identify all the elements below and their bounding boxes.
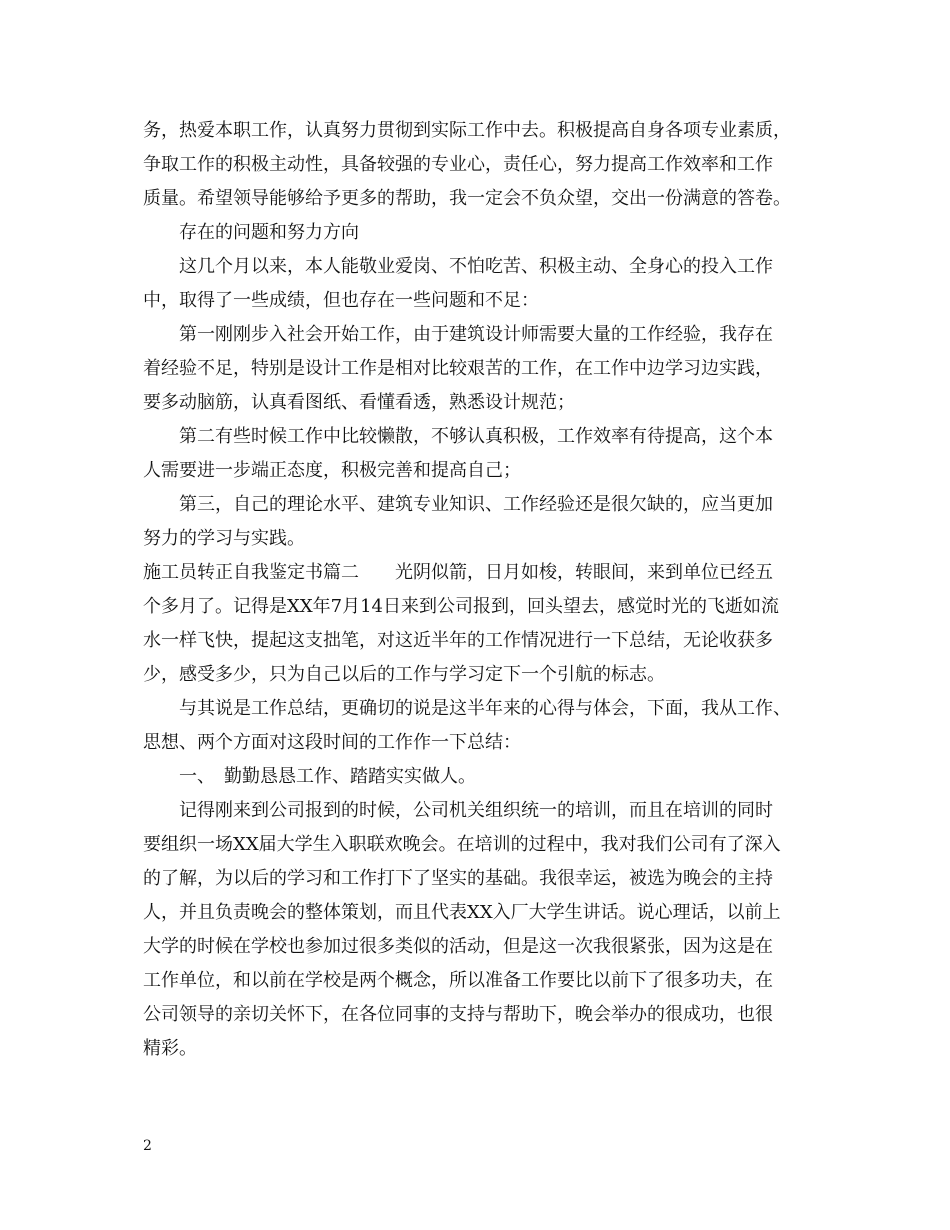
text-line: 务，热爱本职工作，认真努力贯彻到实际工作中去。积极提高自身各项专业素质，	[143, 120, 791, 141]
text-line: 大学的时候在学校也参加过很多类似的活动，但是这一次我很紧张，因为这是在	[143, 936, 773, 957]
text-line: 这几个月以来，本人能敬业爱岗、不怕吃苦、积极主动、全身心的投入工作	[179, 256, 773, 277]
text-line: 工作单位，和以前在学校是两个概念，所以准备工作要比以前下了很多功夫，在	[143, 970, 773, 991]
text-line: 要组织一场XX届大学生入职联欢晚会。在培训的过程中，我对我们公司有了深入	[143, 834, 781, 855]
text-line: 第一刚刚步入社会开始工作，由于建筑设计师需要大量的工作经验，我存在	[179, 324, 773, 345]
page-number: 2	[143, 1138, 152, 1154]
text-line: 精彩。	[143, 1038, 197, 1059]
text-line: 个多月了。记得是XX年7月14日来到公司报到，回头望去，感觉时光的飞逝如流	[143, 596, 779, 617]
text-line: 第二有些时候工作中比较懒散，不够认真积极，工作效率有待提高，这个本	[179, 426, 773, 447]
text-line: 质量。希望领导能够给予更多的帮助，我一定会不负众望，交出一份满意的答卷。	[143, 188, 791, 209]
text-line: 要多动脑筋，认真看图纸、看懂看透，熟悉设计规范；	[143, 392, 575, 413]
text-line: 的了解，为以后的学习和工作打下了坚实的基础。我很幸运，被选为晚会的主持	[143, 868, 773, 889]
text-line: 争取工作的积极主动性，具备较强的专业心，责任心，努力提高工作效率和工作	[143, 154, 773, 175]
text-line: 存在的问题和努力方向	[179, 222, 359, 243]
text-line: 人需要进一步端正态度，积极完善和提高自己；	[143, 460, 521, 481]
text-line: 思想、两个方面对这段时间的工作作一下总结：	[143, 732, 521, 753]
text-line: 少，感受多少，只为自己以后的工作与学习定下一个引航的标志。	[143, 664, 665, 685]
text-line: 人，并且负责晚会的整体策划，而且代表XX入厂大学生讲话。说心理话，以前上	[143, 902, 781, 923]
text-line: 与其说是工作总结，更确切的说是这半年来的心得与体会，下面，我从工作、	[179, 698, 791, 719]
text-line: 努力的学习与实践。	[143, 528, 305, 549]
text-line: 一、 勤勤恳恳工作、踏踏实实做人。	[179, 766, 476, 787]
body-text	[143, 114, 833, 1066]
text-line: 公司领导的亲切关怀下，在各位同事的支持与帮助下，晚会举办的很成功，也很	[143, 1004, 773, 1025]
text-line: 施工员转正自我鉴定书篇二 光阴似箭，日月如梭，转眼间，来到单位已经五	[143, 562, 773, 583]
text-line: 记得刚来到公司报到的时候，公司机关组织统一的培训，而且在培训的同时	[179, 800, 773, 821]
text-line: 水一样飞快，提起这支拙笔，对这近半年的工作情况进行一下总结，无论收获多	[143, 630, 773, 651]
text-line: 第三，自己的理论水平、建筑专业知识、工作经验还是很欠缺的，应当更加	[179, 494, 773, 515]
text-line: 着经验不足，特别是设计工作是相对比较艰苦的工作，在工作中边学习边实践，	[143, 358, 773, 379]
text-line: 中，取得了一些成绩，但也存在一些问题和不足：	[143, 290, 539, 311]
